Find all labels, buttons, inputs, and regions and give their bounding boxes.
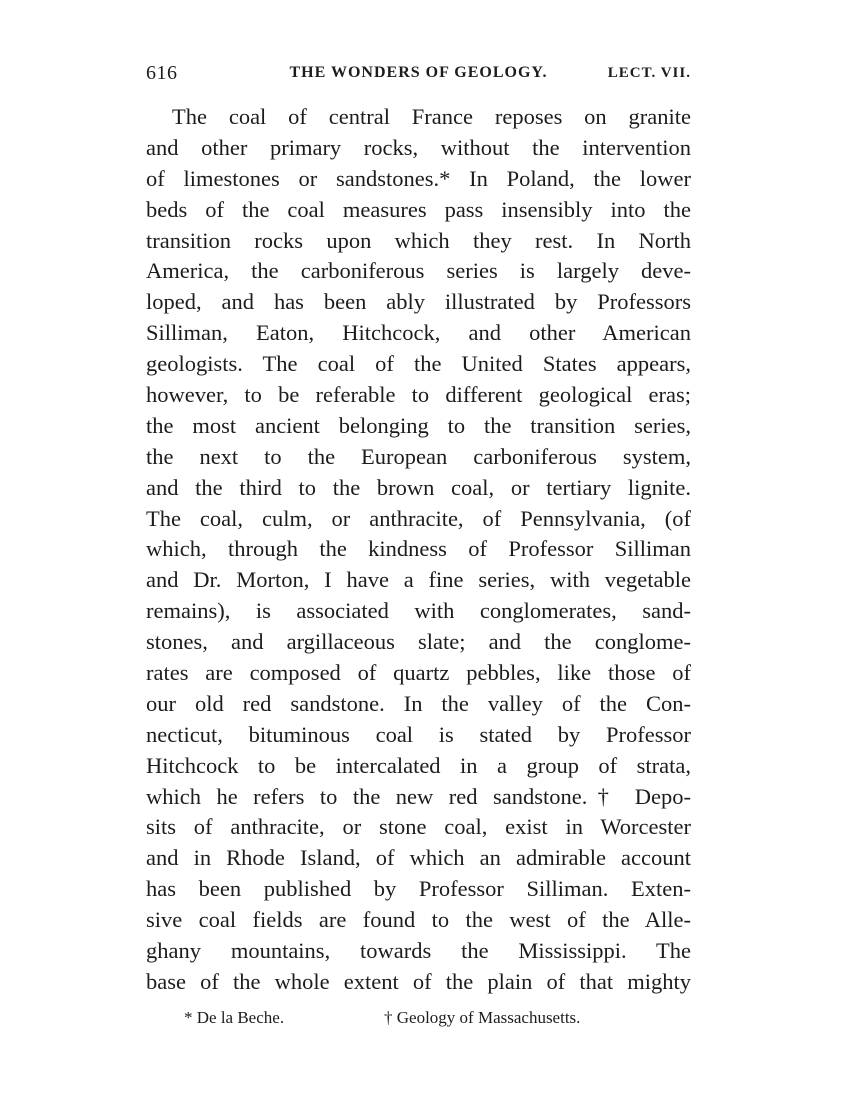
text-line: and the third to the brown coal, or tertiary lignite.: [146, 474, 691, 500]
text-line: America, the carboniferous series is largely deve-: [146, 258, 691, 284]
page-number: 616: [146, 62, 178, 84]
text-line: of limestones or sandstones.* In Poland, the lower: [146, 165, 691, 191]
text-line: Silliman, Eaton, Hitchcock, and other American: [146, 320, 691, 346]
text-line: beds of the coal measures pass insensibly into the: [146, 196, 691, 222]
text-line: Hitchcock to be intercalated in a group of strata,: [146, 752, 691, 778]
text-line: geologists. The coal of the United States appears,: [146, 351, 691, 377]
footnote-de-la-beche: * De la Beche.: [184, 1008, 285, 1027]
lecture-marker: LECT. VII.: [607, 65, 691, 81]
text-line: and in Rhode Island, of which an admirable account: [146, 845, 691, 871]
text-line: rates are composed of quartz pebbles, like those of: [146, 660, 691, 686]
text-line: sits of anthracite, or stone coal, exist in Worcester: [146, 814, 691, 840]
running-head: [146, 62, 691, 86]
text-line: remains), is associated with conglomerates, sand-: [146, 598, 691, 624]
text-line: and other primary rocks, without the intervention: [146, 134, 691, 160]
running-title: THE WONDERS OF GEOLOGY.: [289, 64, 548, 81]
text-line: has been published by Professor Silliman. Exten-: [146, 876, 691, 902]
text-line: necticut, bituminous coal is stated by Professor: [146, 721, 691, 747]
text-line: which he refers to the new red sandstone.† Depo-: [146, 783, 691, 809]
text-line: sive coal fields are found to the west of the Alle-: [146, 907, 691, 933]
text-line: the next to the European carboniferous system,: [146, 443, 691, 469]
text-line: The coal, culm, or anthracite, of Pennsylvania, (of: [146, 505, 691, 531]
text-line: loped, and has been ably illustrated by Professors: [146, 289, 691, 315]
text-line: which, through the kindness of Professor Silliman: [146, 536, 691, 562]
footnotes: [146, 1008, 691, 1032]
text-line: stones, and argillaceous slate; and the conglome-: [146, 629, 691, 655]
text-line: and Dr. Morton, I have a fine series, with vegetable: [146, 567, 691, 593]
text-line: base of the whole extent of the plain of that mighty: [146, 968, 691, 994]
text-line: the most ancient belonging to the transition series,: [146, 412, 691, 438]
text-line: transition rocks upon which they rest. In North: [146, 227, 691, 253]
text-line: The coal of central France reposes on granite: [172, 104, 691, 129]
footnote-geology-massachusetts: † Geology of Massachusetts.: [384, 1008, 581, 1027]
text-line: our old red sandstone. In the valley of the Con-: [146, 690, 691, 716]
text-line: ghany mountains, towards the Mississippi. The: [146, 938, 691, 964]
text-line: however, to be referable to different geological eras;: [146, 382, 691, 408]
body-paragraph: [146, 102, 691, 998]
